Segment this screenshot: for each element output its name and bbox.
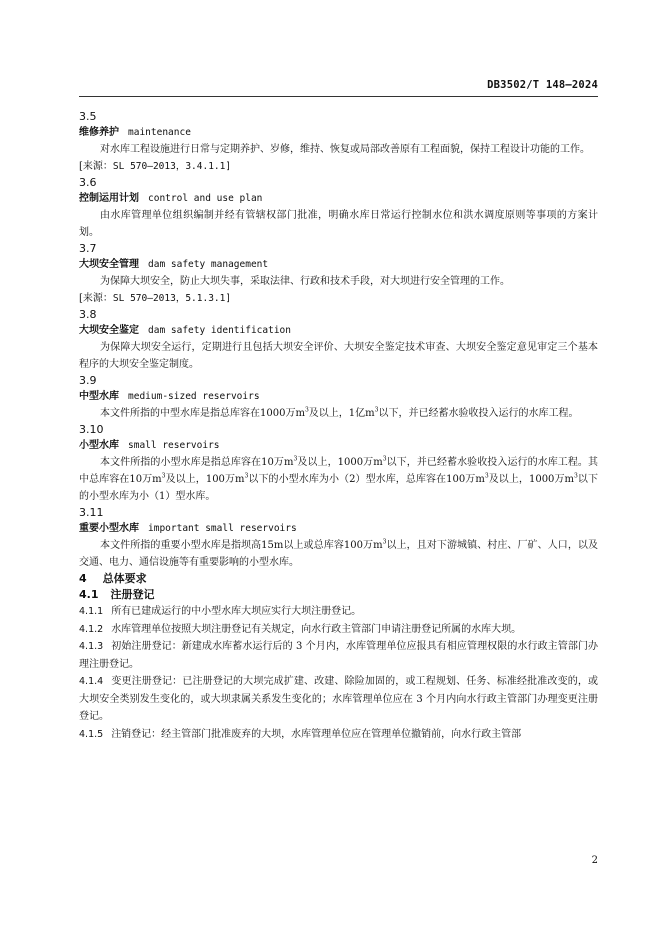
clause [79,673,598,726]
term-en: medium-sized reservoirs [128,391,260,402]
clause-text: 水库管理单位按照大坝注册登记有关规定，向水行政主管部门申请注册登记所属的水库大坝。 [111,623,522,635]
clause [79,726,598,744]
clause-number: 4.1.4 [79,676,104,687]
term-cn: 大坝安全鉴定 [79,325,139,336]
clause [79,621,598,639]
term-definition: 对水库工程设施进行日常与定期养护、岁修，维持、恢复或局部改善原有工程面貌，保持工程设计功能的工作。 [100,144,590,155]
term-definition: 为保障大坝安全运行，定期进行且包括大坝安全评价、大坝安全鉴定技术审查、大坝安全鉴定意见审定三个基本程序的大坝安全鉴定制度。 [79,342,598,370]
clause-number: 4.1.5 [79,728,104,740]
clause-text: 所有已建成运行的中小型水库大坝应实行大坝注册登记。 [111,606,362,617]
term-en: dam safety identification [148,325,291,336]
term-entry [79,307,598,373]
term-number: 3.10 [79,423,104,436]
document-id: DB3502/T 148—2024 [487,79,598,91]
term-number: 3.7 [79,242,97,255]
term-number: 3.6 [79,176,97,189]
term-cn: 大坝安全管理 [79,259,139,270]
page-body [79,109,598,743]
term-number: 3.11 [79,506,104,519]
term-source: [来源：SL 570—2013，5.1.3.1] [79,293,232,304]
clause-number: 4.1.2 [79,623,104,635]
term-en: control and use plan [148,193,263,204]
clause-text: 变更注册登记：已注册登记的大坝完成扩建、改建、除险加固的，或工程规划、任务、标准经批准改变的，或大坝安全类别发生变化的，或大坝隶属关系发生变化的；水库管理单位应在 3 个月内向水行政主管部门办理变更注册登记。 [79,676,598,722]
term-cn: 控制运用计划 [79,193,139,204]
clause-text: 初始注册登记：新建成水库蓄水运行后的 3 个月内，水库管理单位应报具有相应管理权限的水行政主管部门办理注册登记。 [79,641,598,670]
term-definition: 本文件所指的小型水库是指总库容在10万$m^3$及以上，1000万$m^3$以下，并已经蓄水验收投入运行的水库工程。其中总库容在10万$m^3$及以上，100万$m^3$以下的小型水库为小（2）型水库，总库容在100万$m^3$及以上，1000万$m^3$以下的小型水库为小（1）型水库。 [79,455,599,502]
term-number: 3.8 [79,308,97,321]
chapter-heading: 4 总体要求 [79,572,147,585]
term-en: small reservoirs [128,440,220,451]
term-number: 3.5 [79,110,97,123]
term-definition: 由水库管理单位组织编制并经有管辖权部门批准，明确水库日常运行控制水位和洪水调度原则等事项的方案计划。 [79,210,598,238]
term-cn: 重要小型水库 [79,523,139,534]
term-source: [来源：SL 570—2013，3.4.1.1] [79,161,232,172]
section-heading: 4.1 注册登记 [79,588,155,601]
clause-text: 注销登记：经主管部门批准废弃的大坝，水库管理单位应在管理单位撤销前，向水行政主管部 [111,728,522,740]
clause [79,603,598,621]
term-definition: 本文件所指的重要小型水库是指坝高15m以上或总库容100万$m^3$以上，且对下游城镇、村庄、厂矿、人口，以及交通、电力、通信设施等有重要影响的小型水库。 [79,538,599,568]
header-rule [79,96,598,97]
term-cn: 维修养护 [79,127,119,138]
term-entry [79,505,598,571]
term-en: important small reservoirs [148,523,297,534]
term-definition: 本文件所指的中型水库是指总库容在1000万$m^3$及以上，1亿$m^3$以下，并已经蓄水验收投入运行的水库工程。 [100,406,579,419]
page-number: 2 [591,855,598,866]
term-definition: 为保障大坝安全，防止大坝失事，采取法律、行政和技术手段，对大坝进行安全管理的工作。 [100,276,510,287]
term-entry [79,241,598,307]
term-entry [79,373,598,422]
clause-number: 4.1.3 [79,641,104,652]
term-entry [79,422,598,505]
term-cn: 中型水库 [79,391,119,402]
term-en: dam safety management [148,259,269,270]
term-number: 3.9 [79,374,97,387]
term-cn: 小型水库 [79,440,119,451]
term-entry [79,175,598,241]
clause [79,638,598,673]
clause-number: 4.1.1 [79,606,104,617]
term-entry [79,109,598,175]
term-en: maintenance [128,127,191,138]
